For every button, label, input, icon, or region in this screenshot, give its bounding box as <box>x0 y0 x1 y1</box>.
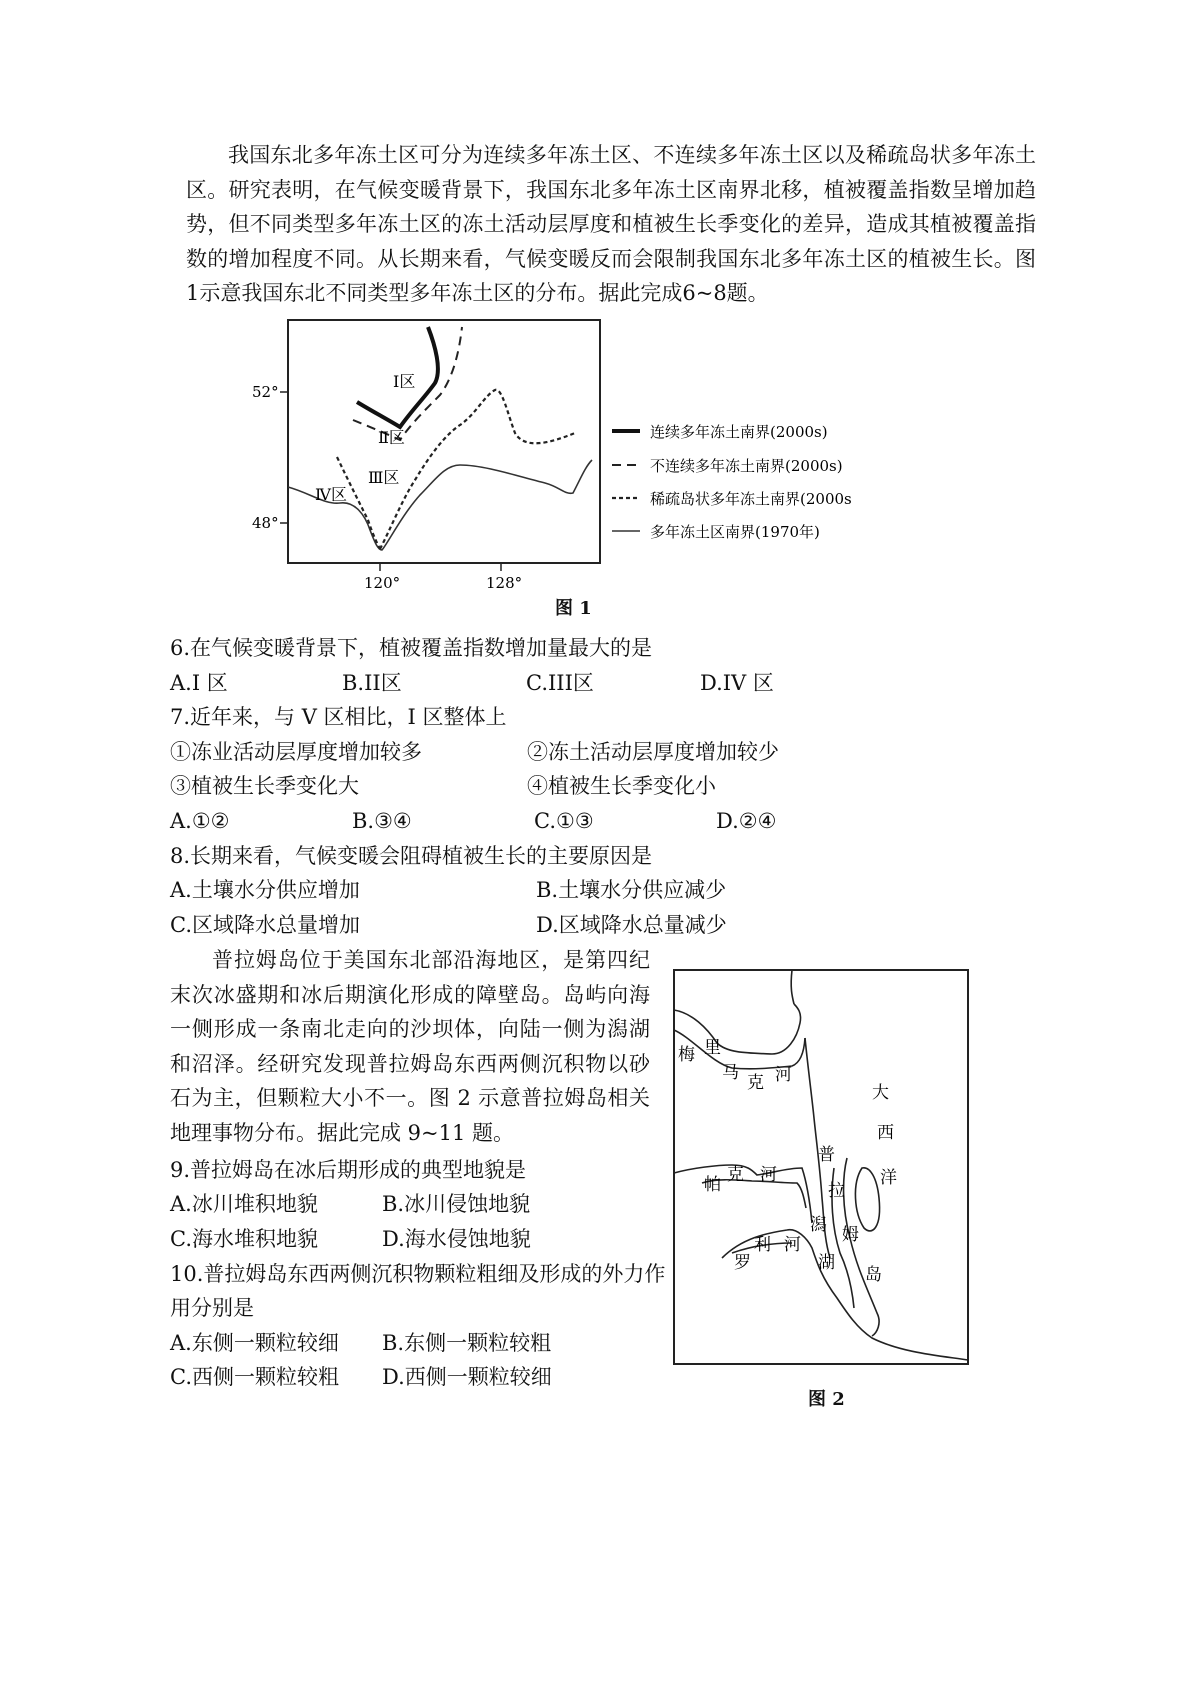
label-ma: 马 <box>722 1063 739 1083</box>
q6-option-a: A.I 区 <box>170 671 228 695</box>
q8-option-a: A.土壤水分供应增加 <box>170 878 360 902</box>
map-frame <box>674 970 968 1364</box>
q8-option-b: B.土壤水分供应减少 <box>536 878 727 902</box>
label-hu: 湖 <box>818 1253 835 1273</box>
q9-option-c: C.海水堆积地貌 <box>170 1227 318 1251</box>
q9-option-b: B.冰川侵蚀地貌 <box>382 1192 531 1216</box>
legend-sparse-island: 稀疏岛状多年冻土南界(2000s <box>650 490 852 508</box>
zone-4-label: Ⅳ区 <box>315 485 347 504</box>
label-mei: 梅 <box>678 1045 695 1065</box>
zone-1-label: Ⅰ区 <box>393 372 416 391</box>
question-7-stem: 7.近年来，与 V 区相比，I 区整体上 <box>170 705 507 729</box>
lon-120-label: 120° <box>364 574 401 592</box>
label-la: 拉 <box>828 1181 845 1201</box>
label-dao: 岛 <box>865 1265 882 1285</box>
plum-island-map-svg <box>672 968 970 1366</box>
label-pa: 帕 <box>704 1175 721 1195</box>
legend-discontinuous: 不连续多年冻土南界(2000s) <box>650 457 843 475</box>
q7-option-b: B.③④ <box>352 809 412 833</box>
label-he: 河 <box>775 1065 792 1085</box>
q7-option-a: A.①② <box>170 809 230 833</box>
question-6-stem: 6.在气候变暖背景下，植被覆盖指数增加量最大的是 <box>170 636 653 660</box>
q6-option-c: C.III区 <box>526 671 594 695</box>
q10-option-d: D.西侧一颗粒较细 <box>382 1365 552 1389</box>
label-xi: 西 <box>877 1123 894 1143</box>
lat-52-label: 52° <box>252 383 279 401</box>
zone-2-label: Ⅱ区 <box>378 428 405 447</box>
intro-paragraph-1: 我国东北多年冻土区可分为连续多年冻土区、不连续多年冻土区以及稀疏岛状多年冻土区。研究表明，在气候变暖背景下，我国东北多年冻土区南界北移，植被覆盖指数呈增加趋势，但不同类型多年冻土区的冻土活动层厚度和植被生长季变化的差异，造成其植被覆盖指数的增加程度不同。从长期来看，气候变暖反而会限制我国东北多年冻土区的植被生长。图1示意我国东北不同类型多年冻土区的分布。据此完成6~8题。 <box>186 143 1036 305</box>
q7-item-2: ②冻土活动层厚度增加较少 <box>527 740 779 764</box>
figure-2-map <box>672 968 970 1366</box>
figure-1-map <box>230 315 890 595</box>
label-yang: 洋 <box>880 1168 897 1188</box>
legend-continuous: 连续多年冻土南界(2000s) <box>650 423 828 441</box>
label-he-2: 河 <box>760 1165 777 1185</box>
q7-option-d: D.②④ <box>716 809 777 833</box>
label-li-2: 利 <box>754 1235 771 1255</box>
q7-item-4: ④植被生长季变化小 <box>527 774 716 798</box>
intro-paragraph-2: 普拉姆岛位于美国东北部沿海地区，是第四纪末次冰盛期和冰后期演化形成的障壁岛。岛屿向海一侧形成一条南北走向的沙坝体，向陆一侧为潟湖和沼泽。经研究发现普拉姆岛东西两侧沉积物以砂石为主，但颗粒大小不一。图 2 示意普拉姆岛相关地理事物分布。据此完成 9~11 题。 <box>170 948 650 1145</box>
q10-option-c: C.西侧一颗粒较粗 <box>170 1365 339 1389</box>
lon-128-label: 128° <box>486 574 523 592</box>
question-10-stem-line-2: 用分别是 <box>170 1296 254 1320</box>
question-9-stem: 9.普拉姆岛在冰后期形成的典型地貌是 <box>170 1158 527 1182</box>
q7-item-3: ③植被生长季变化大 <box>170 774 359 798</box>
label-ke: 克 <box>747 1073 764 1093</box>
q9-option-a: A.冰川堆积地貌 <box>170 1192 318 1216</box>
q9-option-d: D.海水侵蚀地貌 <box>382 1227 531 1251</box>
q10-option-a: A.东侧一颗粒较细 <box>170 1331 339 1355</box>
figure-2-caption: 图 2 <box>808 1389 845 1410</box>
label-pu: 普 <box>818 1145 835 1165</box>
permafrost-map-svg <box>230 315 890 595</box>
label-luo: 罗 <box>734 1253 751 1273</box>
figure-1-caption: 图 1 <box>555 598 592 619</box>
q6-option-b: B.II区 <box>342 671 402 695</box>
boundary-1970 <box>288 460 592 550</box>
q10-option-b: B.东侧一颗粒较粗 <box>382 1331 552 1355</box>
q6-option-d: D.IV 区 <box>700 671 774 695</box>
question-8-stem: 8.长期来看，气候变暖会阻碍植被生长的主要原因是 <box>170 844 653 868</box>
label-da: 大 <box>872 1083 889 1103</box>
zone-3-label: Ⅲ区 <box>368 468 400 487</box>
q8-option-c: C.区域降水总量增加 <box>170 913 360 937</box>
label-ke-2: 克 <box>727 1165 744 1185</box>
legend-1970: 多年冻土区南界(1970年) <box>650 523 820 541</box>
q8-option-d: D.区域降水总量减少 <box>536 913 727 937</box>
lat-48-label: 48° <box>252 514 279 532</box>
label-he-3: 河 <box>784 1235 801 1255</box>
q7-item-1: ①冻业活动层厚度增加较多 <box>170 740 422 764</box>
question-10-stem-line-1: 10.普拉姆岛东西两侧沉积物颗粒粗细及形成的外力作 <box>170 1262 666 1286</box>
label-mu: 姆 <box>842 1225 859 1245</box>
label-li: 里 <box>704 1038 721 1058</box>
q7-option-c: C.①③ <box>534 809 594 833</box>
label-xi-lagoon: 潟 <box>810 1215 827 1235</box>
